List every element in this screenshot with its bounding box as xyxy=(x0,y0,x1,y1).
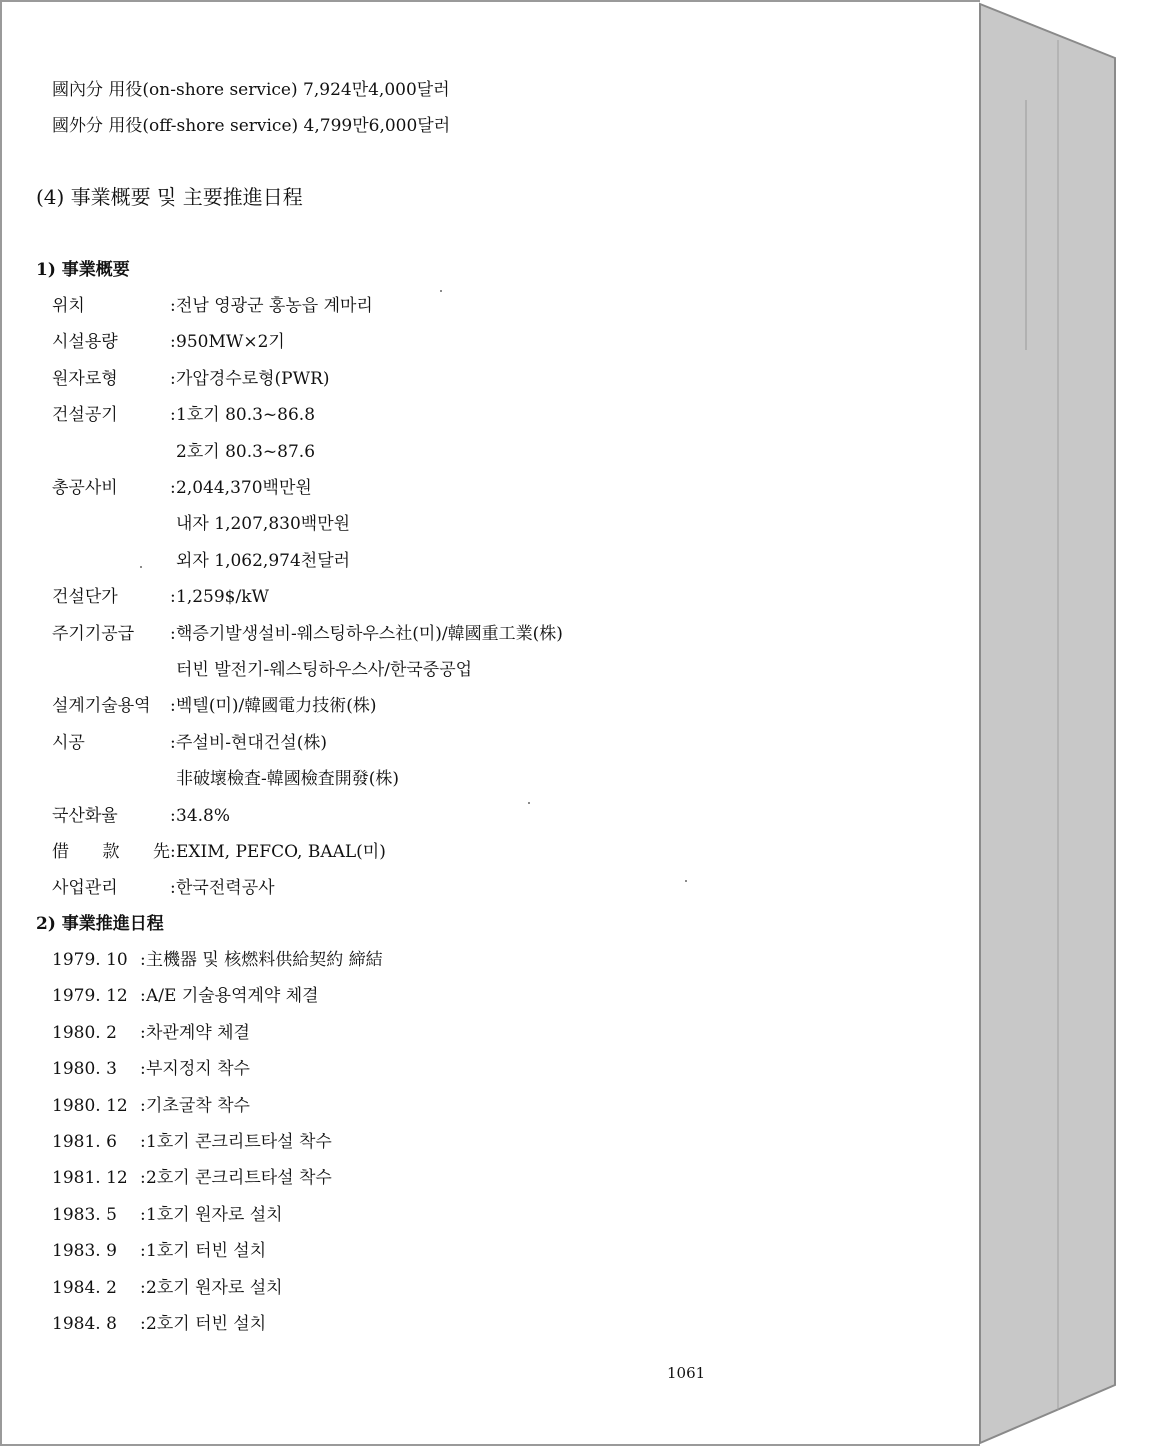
schedule-event: 主機器 및 核燃料供給契約 締結 xyxy=(146,950,383,970)
schedule-colon: : xyxy=(140,1168,146,1189)
overview-key: 총공사비 xyxy=(52,478,118,498)
overview-colon: : xyxy=(170,878,176,899)
overview-colon: : xyxy=(170,332,176,353)
schedule-event: 2호기 원자로 설치 xyxy=(146,1277,283,1298)
overview-key: 국산화율 xyxy=(52,805,118,826)
schedule-date: 1984. 8 xyxy=(52,1314,117,1334)
overview-colon: : xyxy=(170,368,176,389)
scan-speck xyxy=(440,290,442,292)
overview-key: 주기기공급 xyxy=(52,623,135,644)
schedule-date: 1984. 2 xyxy=(52,1277,117,1298)
overview-value: 한국전력공사 xyxy=(176,878,275,899)
overview-key: 건설단가 xyxy=(52,587,118,608)
overview-key: 원자로형 xyxy=(52,368,118,389)
schedule-event: 2호기 터빈 설치 xyxy=(146,1314,267,1334)
header-line: 國內分 用役(on-shore service) 7,924만4,000달러 xyxy=(52,80,450,100)
schedule-colon: : xyxy=(140,1132,146,1152)
overview-colon: : xyxy=(170,405,176,426)
overview-value: 2,044,370백만원 xyxy=(176,478,312,498)
overview-value: 가압경수로형(PWR) xyxy=(176,368,330,389)
schedule-event: 기초굴착 착수 xyxy=(146,1095,250,1116)
schedule-colon: : xyxy=(140,1314,146,1334)
overview-value: 전남 영광군 홍농읍 계마리 xyxy=(176,296,373,316)
overview-value: 1호기 80.3~86.8 xyxy=(176,405,316,426)
overview-key: 사업관리 xyxy=(52,878,118,899)
page-number: 1061 xyxy=(667,1364,706,1382)
schedule-colon: : xyxy=(140,1204,146,1225)
schedule-date: 1980. 2 xyxy=(52,1022,117,1043)
schedule-colon: : xyxy=(140,1095,146,1116)
overview-key: 설계기술용역 xyxy=(52,696,151,717)
schedule-event: 1호기 터빈 설치 xyxy=(146,1241,267,1262)
overview-value: 벡텔(미)/韓國電力技術(株) xyxy=(176,696,377,717)
section-heading: (4) 事業概要 및 主要推進日程 xyxy=(36,185,303,209)
overview-colon: : xyxy=(170,623,176,644)
overview-value: 34.8% xyxy=(176,805,231,826)
overview-value: 非破壞檢査-韓國檢査開發(株) xyxy=(176,769,400,790)
schedule-colon: : xyxy=(140,1059,146,1080)
schedule-date: 1980. 3 xyxy=(52,1059,117,1080)
schedule-colon: : xyxy=(140,1022,146,1043)
schedule-date: 1983. 9 xyxy=(52,1241,117,1262)
schedule-event: A/E 기술용역계약 체결 xyxy=(146,986,319,1007)
overview-value: 950MW×2기 xyxy=(176,332,285,353)
schedule-date: 1981. 12 xyxy=(52,1168,128,1189)
overview-value: 2호기 80.3~87.6 xyxy=(176,441,316,462)
overview-value: 주설비-현대건설(株) xyxy=(176,732,327,753)
schedule-event: 부지정지 착수 xyxy=(146,1059,250,1080)
header-line: 國外分 用役(off-shore service) 4,799만6,000달러 xyxy=(52,116,451,136)
overview-colon: : xyxy=(170,478,176,498)
schedule-event: 1호기 콘크리트타설 착수 xyxy=(146,1132,332,1152)
scan-speck xyxy=(140,566,142,568)
overview-colon: : xyxy=(170,696,176,717)
overview-value: EXIM, PEFCO, BAAL(미) xyxy=(176,842,386,862)
overview-colon: : xyxy=(170,805,176,826)
schedule-title: 2) 事業推進日程 xyxy=(36,914,164,934)
overview-value: 핵증기발생설비-웨스팅하우스社(미)/韓國重工業(株) xyxy=(176,623,563,644)
overview-key: 위치 xyxy=(52,296,85,316)
schedule-event: 차관계약 체결 xyxy=(146,1022,250,1043)
schedule-date: 1980. 12 xyxy=(52,1095,128,1116)
scan-speck xyxy=(685,880,687,882)
schedule-colon: : xyxy=(140,1277,146,1298)
book-edge-face xyxy=(980,4,1115,1443)
overview-value: 내자 1,207,830백만원 xyxy=(176,514,351,535)
overview-colon: : xyxy=(170,842,176,862)
overview-value: 1,259$/kW xyxy=(176,587,269,608)
overview-colon: : xyxy=(170,732,176,753)
overview-value: 터빈 발전기-웨스팅하우스사/한국중공업 xyxy=(176,660,473,680)
overview-key: 시설용량 xyxy=(52,332,118,353)
overview-colon: : xyxy=(170,296,176,316)
schedule-date: 1979. 12 xyxy=(52,986,128,1007)
schedule-colon: : xyxy=(140,1241,146,1262)
schedule-date: 1979. 10 xyxy=(52,950,128,970)
schedule-date: 1983. 5 xyxy=(52,1204,117,1225)
schedule-colon: : xyxy=(140,986,146,1007)
overview-key: 건설공기 xyxy=(52,405,118,426)
overview-title: 1) 事業概要 xyxy=(36,260,130,280)
overview-key: 借款先 xyxy=(52,842,170,862)
schedule-event: 2호기 콘크리트타설 착수 xyxy=(146,1168,332,1189)
overview-value: 외자 1,062,974천달러 xyxy=(176,550,351,571)
schedule-date: 1981. 6 xyxy=(52,1132,117,1152)
schedule-event: 1호기 원자로 설치 xyxy=(146,1204,283,1225)
overview-colon: : xyxy=(170,587,176,608)
scan-speck xyxy=(528,802,530,804)
schedule-colon: : xyxy=(140,950,146,970)
overview-key: 시공 xyxy=(52,732,85,753)
